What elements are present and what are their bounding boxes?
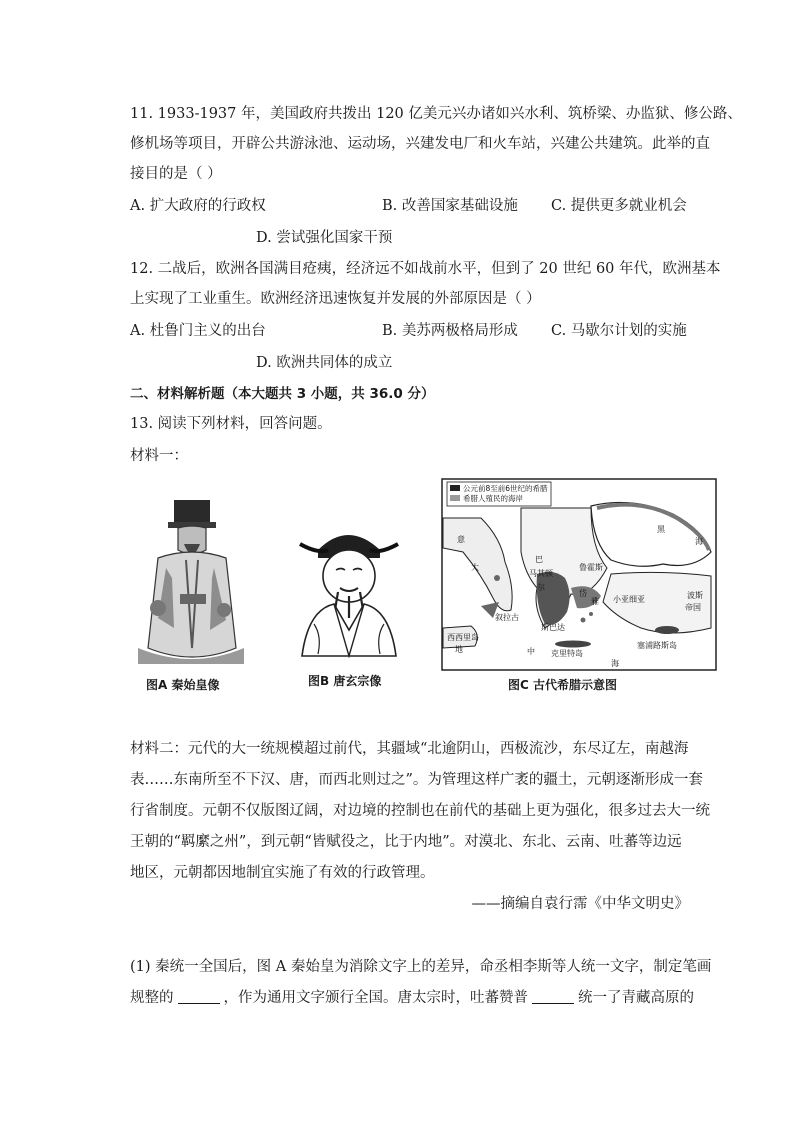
q11-option-b: B. 改善国家基础设施 bbox=[382, 198, 518, 214]
sub1-line2 bbox=[130, 988, 694, 1008]
material2-line5: 地区，元朝都因地制宜实施了有效的行政管理。 bbox=[130, 865, 435, 881]
svg-text:鲁霍斯: 鲁霍斯 bbox=[579, 563, 603, 572]
svg-text:巴: 巴 bbox=[535, 555, 543, 564]
material2-line3: 行省制度。元朝不仅版图辽阔，对边境的控制也在前代的基础上更为强化，很多过去大一统 bbox=[130, 803, 710, 819]
cyprus-island bbox=[655, 626, 679, 634]
svg-text:西西里岛: 西西里岛 bbox=[447, 633, 479, 642]
q12-option-c: C. 马歇尔计划的实施 bbox=[551, 323, 687, 339]
sub1-line2-part-c: 统一了青藏高原的 bbox=[578, 990, 694, 1006]
answer-blank-2[interactable] bbox=[532, 989, 574, 1004]
section-heading: 二、材料解析题（本大题共 3 小题，共 36.0 分） bbox=[130, 386, 435, 402]
q11-option-d: D. 尝试强化国家干预 bbox=[256, 230, 393, 246]
q11-line2: 修机场等项目，开辟公共游泳池、运动场，兴建发电厂和火车站，兴建公共建筑。此举的直 bbox=[130, 136, 710, 152]
answer-blank-1[interactable] bbox=[178, 989, 220, 1004]
svg-text:大: 大 bbox=[471, 563, 479, 572]
figure-c-ancient-greece-map bbox=[441, 478, 717, 671]
q11-option-c: C. 提供更多就业机会 bbox=[551, 198, 687, 214]
material2-line4: 王朝的“羁縻之州”，到元朝“皆赋役之，比于内地”。对漠北、东北、云南、吐蕃等边远 bbox=[130, 834, 682, 850]
figure-a-caption: 图A 秦始皇像 bbox=[146, 678, 220, 692]
material2-source: ——摘编自袁行霈《中华文明史》 bbox=[471, 896, 689, 912]
svg-text:克里特岛: 克里特岛 bbox=[551, 649, 583, 658]
svg-text:尔: 尔 bbox=[537, 583, 545, 592]
sub1-line2-part-a: 规整的 bbox=[130, 990, 174, 1006]
figure-b-tangxuanzong-portrait bbox=[288, 518, 410, 658]
svg-text:小亚细亚: 小亚细亚 bbox=[613, 595, 645, 604]
material2-line2: 表……东南所至不下汉、唐，而西北则过之”。为管理这样广袤的疆土，元朝逐渐形成一套 bbox=[130, 772, 703, 788]
svg-text:塞浦路斯岛: 塞浦路斯岛 bbox=[637, 641, 677, 650]
svg-text:雅: 雅 bbox=[591, 597, 599, 606]
svg-text:地: 地 bbox=[455, 645, 463, 654]
q12-line1: 12. 二战后，欧洲各国满目疮痍，经济远不如战前水平，但到了 20 世纪 60 年代，欧洲基本 bbox=[130, 261, 721, 277]
svg-text:海: 海 bbox=[695, 537, 703, 546]
svg-text:帝国: 帝国 bbox=[685, 603, 701, 612]
q11-line3: 接目的是（ ） bbox=[130, 166, 222, 182]
svg-text:叙拉古: 叙拉古 bbox=[495, 613, 519, 622]
material2-line1: 材料二：元代的大一统规模超过前代，其疆域“北逾阴山，西极流沙，东尽辽左，南越海 bbox=[130, 741, 689, 757]
svg-text:海: 海 bbox=[611, 659, 619, 668]
q12-option-d: D. 欧洲共同体的成立 bbox=[256, 355, 393, 371]
svg-text:波斯: 波斯 bbox=[687, 591, 703, 600]
sub1-line2-part-b: ，作为通用文字颁行全国。唐太宗时，吐蕃赞普 bbox=[223, 990, 528, 1006]
svg-text:中: 中 bbox=[527, 647, 535, 656]
q11-line1: 11. 1933-1937 年，美国政府共拨出 120 亿美元兴办诸如兴水利、筑桥梁、办监狱、修公路、 bbox=[130, 106, 742, 122]
figure-a-qinshihuang-portrait bbox=[128, 498, 248, 668]
q11-option-a: A. 扩大政府的行政权 bbox=[130, 198, 266, 214]
material1-label: 材料一： bbox=[130, 448, 188, 464]
map-legend-1: 公元前8至前6世纪的希腊 bbox=[463, 484, 548, 493]
q12-option-a: A. 杜鲁门主义的出台 bbox=[130, 323, 266, 339]
q12-line2: 上实现了工业重生。欧洲经济迅速恢复并发展的外部原因是（ ） bbox=[130, 291, 541, 307]
svg-text:马其顿: 马其顿 bbox=[529, 569, 553, 578]
svg-text:意: 意 bbox=[457, 535, 465, 544]
svg-text:黑: 黑 bbox=[657, 525, 665, 534]
svg-text:岱: 岱 bbox=[579, 589, 587, 598]
figure-b-caption: 图B 唐玄宗像 bbox=[308, 674, 382, 688]
map-legend-2: 希腊人殖民的海岸 bbox=[463, 494, 523, 503]
q13-intro: 13. 阅读下列材料，回答问题。 bbox=[130, 416, 332, 432]
crete-island bbox=[555, 641, 591, 648]
figure-c-caption: 图C 古代希腊示意图 bbox=[508, 678, 617, 692]
sub1-line1: (1) 秦统一全国后，图 A 秦始皇为消除文字上的差异，命丞相李斯等人统一文字，制定笔画 bbox=[130, 959, 712, 975]
svg-text:斯巴达: 斯巴达 bbox=[541, 623, 565, 632]
q12-option-b: B. 美苏两极格局形成 bbox=[382, 323, 518, 339]
